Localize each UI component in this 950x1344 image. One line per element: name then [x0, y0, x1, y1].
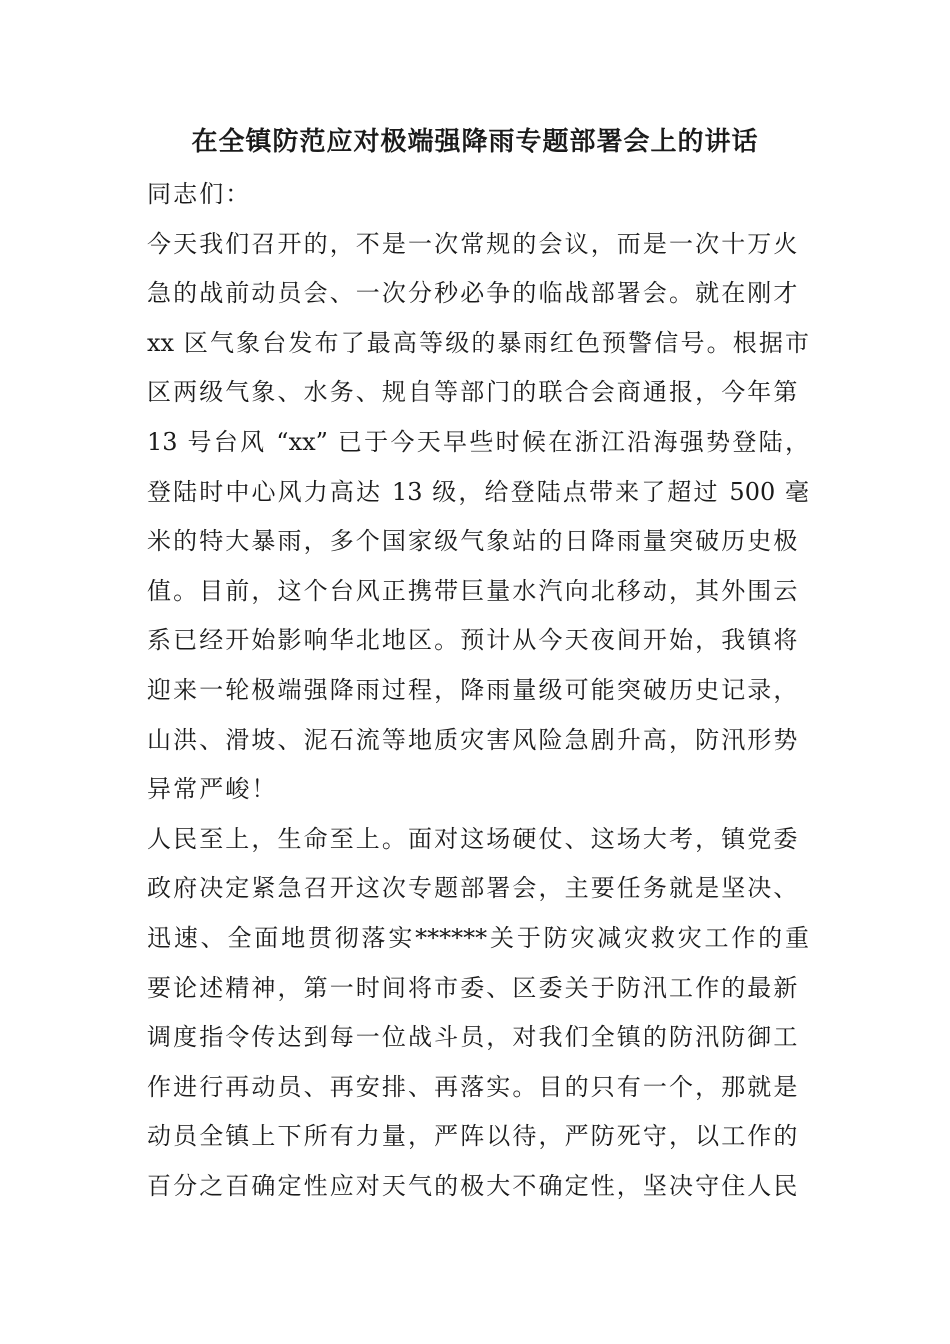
paragraph-line: 迅速、全面地贯彻落实******关于防灾减灾救灾工作的重	[147, 923, 809, 952]
paragraph-line: 值。目前，这个台风正携带巨量水汽向北移动，其外围云	[147, 576, 800, 605]
paragraph-line: 政府决定紧急召开这次专题部署会，主要任务就是坚决、	[147, 874, 800, 903]
paragraph-line: 米的特大暴雨，多个国家级气象站的日降雨量突破历史极	[147, 527, 800, 556]
paragraph-line: 作进行再动员、再安排、再落实。目的只有一个，那就是	[147, 1072, 800, 1101]
paragraph-line: 调度指令传达到每一位战斗员，对我们全镇的防汛防御工	[147, 1023, 800, 1052]
paragraph-line: 要论述精神，第一时间将市委、区委关于防汛工作的最新	[147, 973, 800, 1002]
paragraph-line: 登陆时中心风力高达 13 级，给登陆点带来了超过 500 毫	[147, 477, 809, 506]
salutation: 同志们：	[147, 180, 252, 208]
paragraph-line: 山洪、滑坡、泥石流等地质灾害风险急剧升高，防汛形势	[147, 725, 800, 754]
paragraph-line: 异常严峻！	[147, 775, 278, 804]
paragraph-line: 迎来一轮极端强降雨过程，降雨量级可能突破历史记录，	[147, 675, 800, 704]
paragraph-line: 今天我们召开的，不是一次常规的会议，而是一次十万火	[147, 229, 800, 258]
paragraph-line: 动员全镇上下所有力量，严阵以待，严防死守，以工作的	[147, 1122, 800, 1151]
paragraph-line: 急的战前动员会、一次分秒必争的临战部署会。就在刚才	[147, 279, 800, 308]
paragraph-line: xx 区气象台发布了最高等级的暴雨红色预警信号。根据市	[147, 328, 809, 357]
document-body	[147, 170, 827, 1211]
paragraph-line: 人民至上，生命至上。面对这场硬仗、这场大考，镇党委	[147, 824, 800, 853]
paragraph-line: 13 号台风 “xx” 已于今天早些时候在浙江沿海强势登陆，	[147, 427, 809, 456]
paragraph-line: 百分之百确定性应对天气的极大不确定性，坚决守住人民	[147, 1171, 800, 1200]
document-title: 在全镇防范应对极端强降雨专题部署会上的讲话	[191, 127, 759, 157]
paragraph-line: 区两级气象、水务、规自等部门的联合会商通报，今年第	[147, 378, 800, 407]
paragraph-line: 系已经开始影响华北地区。预计从今天夜间开始，我镇将	[147, 626, 800, 655]
